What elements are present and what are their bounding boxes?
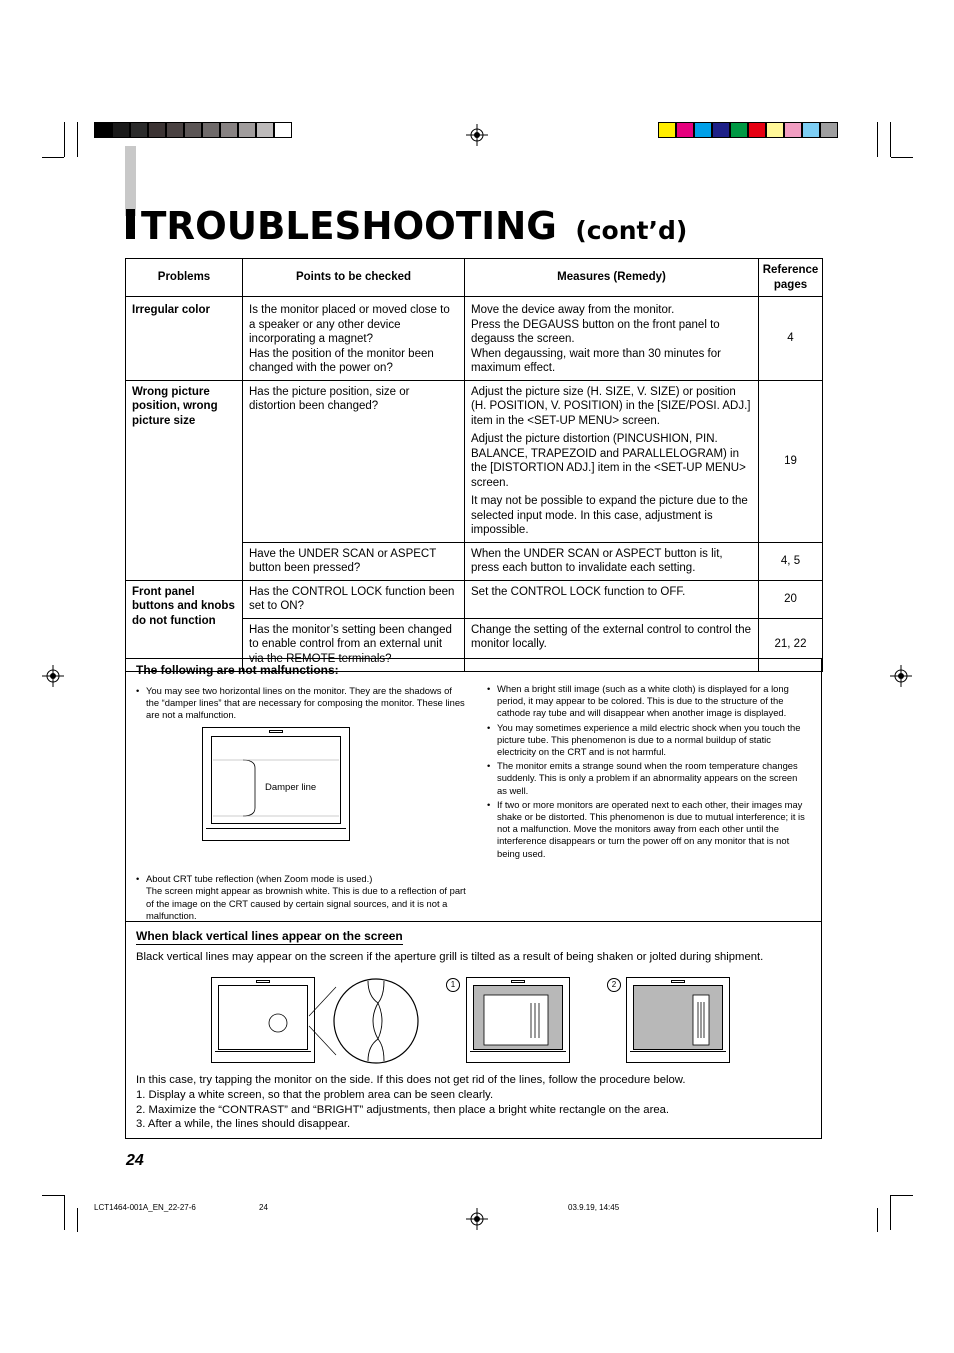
troubleshooting-table <box>125 258 823 672</box>
crop-mark <box>877 122 878 157</box>
page-number: 24 <box>126 1152 144 1169</box>
black-lines-heading: When black vertical lines appear on the screen <box>136 929 403 943</box>
table-header-row <box>126 259 823 297</box>
lines-spot-icon <box>212 978 314 1062</box>
crop-mark <box>891 157 913 158</box>
points-cell: Has the picture position, size or distortion been changed? <box>243 380 465 542</box>
color-swatch <box>148 122 166 138</box>
bullet-item: • The monitor emits a strange sound when the room temperature changes suddenly. This is only a problem if an abnormality appears on the screen as well. <box>487 760 809 797</box>
step-1: 1. Display a white screen, so that the problem area can be seen clearly. <box>136 1088 494 1101</box>
measure-text: When degaussing, wait more than 30 minutes for maximum effect. <box>471 347 721 374</box>
table-row <box>126 297 823 381</box>
step-marker-2: 2 <box>607 978 621 992</box>
white-strip-icon <box>627 978 729 1062</box>
magnifier-icon <box>306 971 426 1067</box>
measures-cell: Change the setting of the external control to control the monitor locally. <box>465 618 759 671</box>
color-swatch <box>220 122 238 138</box>
points-cell <box>243 297 465 381</box>
measures-cell: When the UNDER SCAN or ASPECT button is lit, press each button to invalidate each setting. <box>465 542 759 580</box>
crop-mark <box>42 1195 64 1196</box>
measure-text: Adjust the picture size (H. SIZE, V. SIZE) or position (H. POSITION, V. POSITION) in the [SIZE/POSI. ADJ.] item in the <SET-UP MENU> screen. <box>471 385 751 427</box>
tap-instruction: In this case, try tapping the monitor on the side. If this does not get rid of the lines, follow the procedure below. <box>136 1074 686 1086</box>
color-swatch <box>238 122 256 138</box>
table-row <box>126 380 823 542</box>
ref-cell: 21, 22 <box>759 618 823 671</box>
crop-mark <box>42 157 64 158</box>
crop-mark <box>77 122 78 157</box>
color-swatch <box>748 122 766 138</box>
color-swatch <box>112 122 130 138</box>
measures-cell <box>465 380 759 542</box>
black-lines-intro: Black vertical lines may appear on the screen if the aperture grill is tilted as a result of being shaken or jolted during shipment. <box>136 951 764 963</box>
crop-mark <box>877 1208 878 1232</box>
table-row <box>126 580 823 618</box>
registration-mark-icon <box>42 665 64 687</box>
title-sub: (cont’d) <box>575 216 688 245</box>
color-swatch <box>676 122 694 138</box>
page-title <box>126 204 688 248</box>
not-malfunctions-heading: The following are not malfunctions: <box>136 663 339 677</box>
header-ref: Reference pages <box>759 259 823 297</box>
step-3: 3. After a while, the lines should disappear. <box>136 1118 351 1131</box>
ref-cell: 19 <box>759 380 823 542</box>
measure-text: Move the device away from the monitor. <box>471 304 675 316</box>
bullet-item: • When a bright still image (such as a white cloth) is displayed for a long period, it may appear to be colored. This is due to the structure of the cathode ray tube and will disappear when another image is displayed. <box>487 683 809 720</box>
bullet-item: • You may sometimes experience a mild electric shock when you touch the picture tube. This phenomenon is due to a normal buildup of static electricity on the CRT and is not harmful. <box>487 722 809 759</box>
step-2: 2. Maximize the “CONTRAST” and “BRIGHT” adjustments, then place a bright white rectangle on the area. <box>136 1103 670 1116</box>
ref-cell: 4, 5 <box>759 542 823 580</box>
points-cell: Have the UNDER SCAN or ASPECT button been pressed? <box>243 542 465 580</box>
color-swatch <box>784 122 802 138</box>
crop-mark <box>64 122 65 157</box>
bullet-item: • About CRT tube reflection (when Zoom mode is used.) The screen might appear as brownish white. This is due to a reflection of part of the image on the CRT caused by certain signal sources, and it is not a malfunction. <box>136 873 466 922</box>
bullet-item: • You may see two horizontal lines on the monitor. They are the shadows of the “damper lines” that are necessary for composing the monitor. These lines are not a malfunction. <box>136 685 466 722</box>
right-bullets <box>487 683 809 862</box>
measures-cell <box>465 297 759 381</box>
point-text: Is the monitor placed or moved close to a speaker or any other device incorporating a magnet? <box>249 304 450 345</box>
color-swatch <box>658 122 676 138</box>
header-problems: Problems <box>126 259 243 297</box>
notes-box <box>125 658 822 1139</box>
black-lines-steps <box>136 1073 685 1132</box>
color-swatch <box>820 122 838 138</box>
color-swatch <box>802 122 820 138</box>
crop-mark <box>77 1208 78 1232</box>
bullet-item: • If two or more monitors are operated next to each other, their images may shake or be distorted. This phenomenon is due to mutual interference; it is not a malfunction. Move the monitors away from each other until the interference disappears or turn the power off on any monitor that is not being used. <box>487 799 809 860</box>
color-swatch <box>766 122 784 138</box>
crop-mark <box>64 1195 65 1230</box>
color-swatch <box>274 122 292 138</box>
header-points: Points to be checked <box>243 259 465 297</box>
points-cell: Has the monitor’s setting been changed to enable control from an external unit via the REMOTE terminals? <box>243 618 465 671</box>
registration-mark-icon <box>466 124 488 146</box>
color-swatch <box>130 122 148 138</box>
problem-cell: Wrong picture position, wrong picture size <box>126 380 243 580</box>
step-marker-1: 1 <box>446 978 460 992</box>
measures-cell: Set the CONTROL LOCK function to OFF. <box>465 580 759 618</box>
monitor-lines-illustration <box>211 977 315 1063</box>
footer-page: 24 <box>259 1203 268 1212</box>
registration-mark-icon <box>466 1208 488 1230</box>
color-swatch-bar <box>658 122 838 138</box>
color-swatch <box>256 122 274 138</box>
left-bullets-2 <box>136 861 466 936</box>
points-cell: Has the CONTROL LOCK function been set to ON? <box>243 580 465 618</box>
color-swatch <box>184 122 202 138</box>
gray-swatch-bar <box>94 122 292 138</box>
title-marker <box>126 209 135 239</box>
title-main: TROUBLESHOOTING <box>141 204 557 248</box>
header-measures: Measures (Remedy) <box>465 259 759 297</box>
measure-text: Press the DEGAUSS button on the front panel to degauss the screen. <box>471 318 720 345</box>
ref-cell: 20 <box>759 580 823 618</box>
point-text: Has the position of the monitor been changed with the power on? <box>249 347 434 374</box>
crop-mark <box>890 122 891 157</box>
color-swatch <box>730 122 748 138</box>
footer-file: LCT1464-001A_EN_22-27-6 <box>94 1203 196 1212</box>
monitor-damper-illustration <box>202 727 350 841</box>
problem-cell: Irregular color <box>126 297 243 381</box>
white-rectangle-icon <box>467 978 569 1062</box>
color-swatch <box>712 122 730 138</box>
registration-mark-icon <box>890 665 912 687</box>
left-bullets <box>136 685 466 724</box>
measure-text: It may not be possible to expand the picture due to the selected input mode. In this case, adjustment is impossible. <box>471 495 748 536</box>
color-swatch <box>94 122 112 138</box>
monitor-step2-illustration <box>626 977 730 1063</box>
footer-date: 03.9.19, 14:45 <box>568 1203 620 1212</box>
monitor-step1-illustration <box>466 977 570 1063</box>
crop-mark <box>890 1195 891 1230</box>
problem-cell: Front panel buttons and knobs do not function <box>126 580 243 671</box>
color-swatch <box>694 122 712 138</box>
color-swatch <box>166 122 184 138</box>
ref-cell: 4 <box>759 297 823 381</box>
measure-text: Adjust the picture distortion (PINCUSHION, PIN. BALANCE, TRAPEZOID and PARALLELOGRAM) in the [DISTORTION ADJ.] item in the <SET-UP MENU> screen. <box>471 433 746 489</box>
box-divider <box>126 921 821 922</box>
color-swatch <box>202 122 220 138</box>
damper-label: Damper line <box>265 782 317 793</box>
crop-mark <box>891 1195 913 1196</box>
